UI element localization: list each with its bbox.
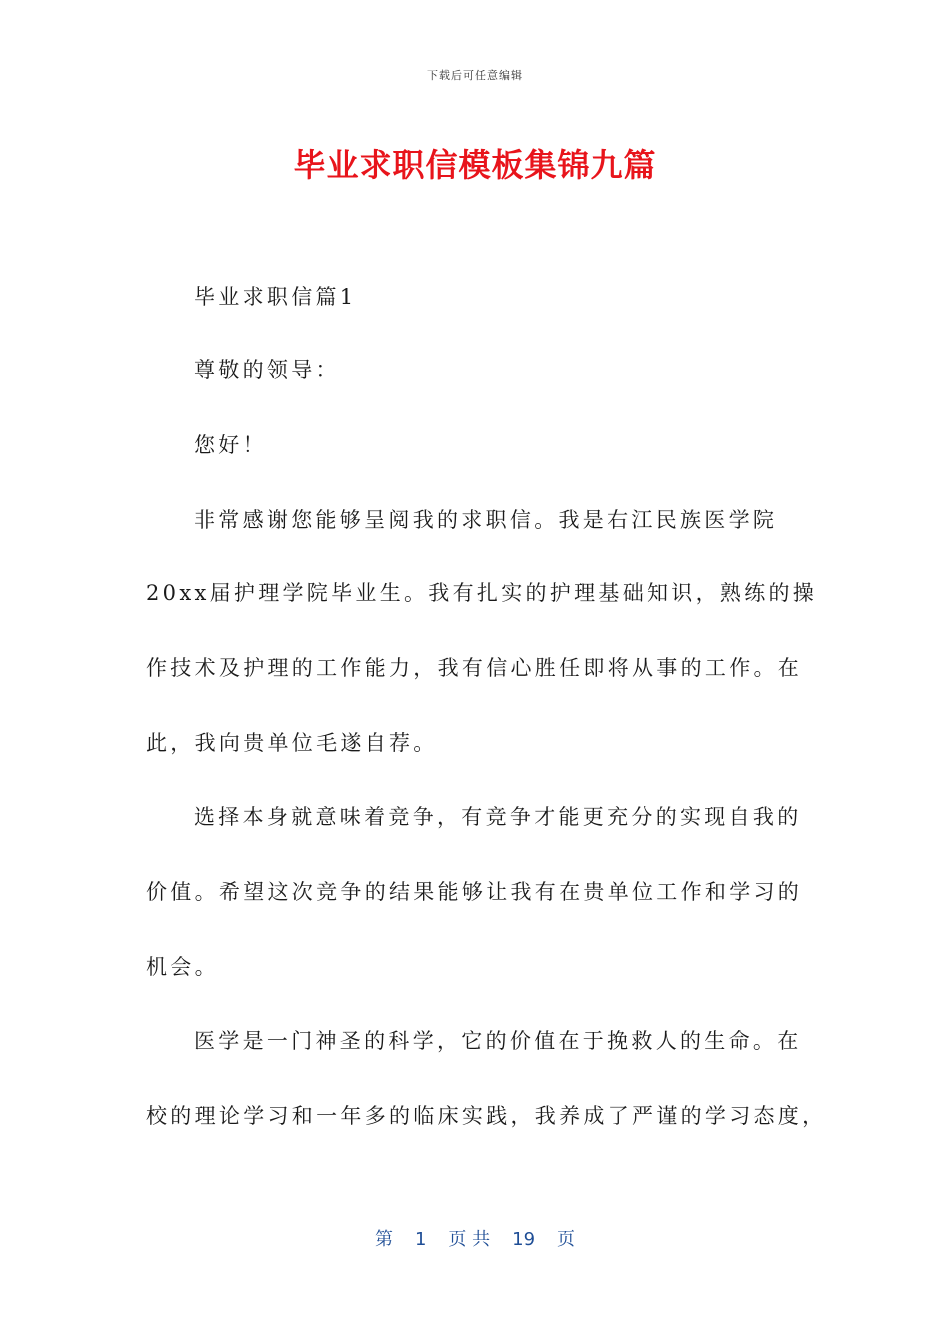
footer-page-current: 1 [414, 1229, 427, 1250]
paragraph-line: 选择本身就意味着竞争，有竞争才能更充分的实现自我的 [194, 805, 802, 829]
footer-prefix: 第 [374, 1229, 393, 1250]
paragraph-line: 机会。 [146, 955, 219, 979]
footer-suffix: 页 [557, 1229, 576, 1250]
salutation: 尊敬的领导： [194, 358, 340, 382]
paragraph-line: 作技术及护理的工作能力，我有信心胜任即将从事的工作。在 [146, 656, 803, 680]
footer-middle: 页 共 [448, 1229, 491, 1250]
footer-page-total: 19 [512, 1229, 536, 1250]
paragraph-line: 20xx届护理学院毕业生。我有扎实的护理基础知识，熟练的操 [146, 581, 818, 605]
greeting: 您好！ [194, 433, 267, 457]
header-note: 下载后可任意编辑 [427, 69, 523, 82]
section-heading: 毕业求职信篇1 [194, 285, 357, 309]
paragraph-line: 校的理论学习和一年多的临床实践，我养成了严谨的学习态度， [146, 1104, 827, 1128]
paragraph-line: 价值。希望这次竞争的结果能够让我有在贵单位工作和学习的 [146, 880, 803, 904]
page-footer [0, 1225, 950, 1251]
document-title: 毕业求职信模板集锦九篇 [293, 146, 657, 184]
paragraph-line: 此，我向贵单位毛遂自荐。 [146, 731, 438, 755]
paragraph-line: 医学是一门神圣的科学，它的价值在于挽救人的生命。在 [194, 1029, 802, 1053]
paragraph-line: 非常感谢您能够呈阅我的求职信。我是右江民族医学院 [194, 508, 778, 532]
